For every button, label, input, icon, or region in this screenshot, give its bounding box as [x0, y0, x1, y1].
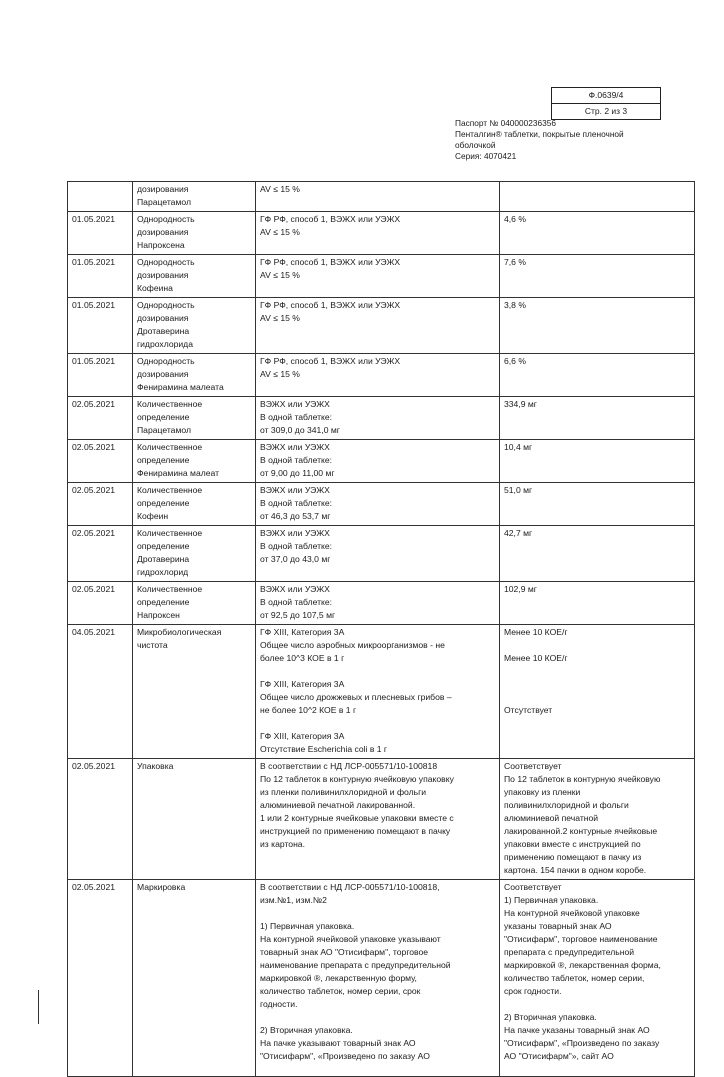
cell-line: от 46,3 до 53,7 мг	[260, 511, 331, 521]
blank-line	[260, 717, 495, 730]
table-row	[68, 397, 695, 440]
cell-line: На контурной ячейковой упаковке	[504, 908, 640, 918]
cell-line: определение	[137, 597, 190, 607]
cell-line: маркировкой ®, лекарственную форму,	[260, 973, 417, 983]
cell-line: Однородность	[137, 300, 195, 310]
table-row	[68, 526, 695, 582]
blank-line	[260, 665, 495, 678]
cell-line: Фенирамина малеат	[137, 468, 220, 478]
table-row	[68, 582, 695, 625]
cell-line: применению помещают в пачку из	[504, 852, 642, 862]
cell-line: В одной таблетке:	[260, 498, 333, 508]
result-cell	[500, 298, 695, 354]
test-name-cell	[133, 483, 256, 526]
cell-line: Менее 10 КОЕ/г	[504, 627, 568, 637]
method-cell	[256, 483, 500, 526]
cell-line: В одной таблетке:	[260, 541, 333, 551]
cell-line: В одной таблетке:	[260, 597, 333, 607]
method-cell	[256, 440, 500, 483]
method-cell	[256, 354, 500, 397]
test-name-cell	[133, 759, 256, 880]
cell-line: 1 или 2 контурные ячейковые упаковки вместе с	[260, 813, 454, 823]
cell-line: гидрохлорида	[137, 339, 193, 349]
cell-line: из пленки поливинилхлоридной и фольги	[260, 787, 427, 797]
blank-line	[260, 907, 495, 920]
table-row	[68, 880, 695, 1077]
result-cell	[500, 212, 695, 255]
cell-line: картона. 154 пачки в одном коробе.	[504, 865, 647, 875]
cell-line: определение	[137, 455, 190, 465]
cell-line: количество таблеток, номер серии,	[504, 973, 645, 983]
result-cell	[500, 255, 695, 298]
method-cell	[256, 759, 500, 880]
result-cell	[500, 880, 695, 1077]
cell-line: упаковку из пленки	[504, 787, 581, 797]
cell-line: 102,9 мг	[504, 584, 537, 594]
cell-line: На пачке указаны товарный знак АО	[504, 1025, 650, 1035]
cell-line: В соответствии с НД ЛСР-005571/10-100818,	[260, 882, 440, 892]
cell-line: 334,9 мг	[504, 399, 537, 409]
cell-line: 02.05.2021	[72, 485, 116, 495]
table-row	[68, 759, 695, 880]
cell-line: количество таблеток, номер серии, срок	[260, 986, 421, 996]
cell-line: ГФ РФ, способ 1, ВЭЖХ или УЭЖХ	[260, 214, 401, 224]
cell-line: AV ≤ 15 %	[260, 270, 300, 280]
cell-line: дозирования	[137, 227, 189, 237]
cell-line: AV ≤ 15 %	[260, 313, 300, 323]
cell-line: ГФ РФ, способ 1, ВЭЖХ или УЭЖХ	[260, 257, 401, 267]
cell-line: Количественное	[137, 442, 203, 452]
cell-line: дозирования	[137, 270, 189, 280]
passport-header	[455, 118, 655, 162]
cell-line: AV ≤ 15 %	[260, 369, 300, 379]
cell-line: указаны товарный знак АО	[504, 921, 612, 931]
cell-line: 1) Первичная упаковка.	[260, 921, 355, 931]
blank-line	[504, 639, 690, 652]
method-cell	[256, 625, 500, 759]
cell-line: ГФ XIII, Категория 3А	[260, 731, 345, 741]
cell-line: дозирования	[137, 369, 189, 379]
cell-line: годности.	[260, 999, 298, 1009]
cell-line: В одной таблетке:	[260, 412, 333, 422]
cell-line: AV ≤ 15 %	[260, 227, 300, 237]
table-row	[68, 182, 695, 212]
cell-line: 42,7 мг	[504, 528, 533, 538]
cell-line: Напроксен	[137, 610, 180, 620]
cell-line: ГФ РФ, способ 1, ВЭЖХ или УЭЖХ	[260, 300, 401, 310]
cell-line: Микробиологическая	[137, 627, 222, 637]
test-name-cell	[133, 880, 256, 1077]
cell-line: препарата с предупредительной	[504, 947, 635, 957]
test-results-table	[67, 181, 695, 1077]
table-row	[68, 354, 695, 397]
method-cell	[256, 182, 500, 212]
cell-line: инструкцией по применению помещают в пачку	[260, 826, 451, 836]
test-name-cell	[133, 354, 256, 397]
cell-line: Общее число дрожжевых и плесневых грибов –	[260, 692, 452, 702]
cell-line: более 10^3 КОЕ в 1 г	[260, 653, 345, 663]
product-name-line1: Пенталгин® таблетки, покрытые пленочной	[455, 129, 624, 139]
cell-line: В одной таблетке:	[260, 455, 333, 465]
cell-line: Общее число аэробных микроорганизмов - не	[260, 640, 445, 650]
blank-line	[504, 678, 690, 691]
cell-line: изм.№1, изм.№2	[260, 895, 327, 905]
cell-line: ВЭЖХ или УЭЖХ	[260, 584, 330, 594]
cell-line: Парацетамол	[137, 197, 191, 207]
date-cell	[68, 880, 133, 1077]
cell-line: Количественное	[137, 528, 203, 538]
cell-line: Менее 10 КОЕ/г	[504, 653, 568, 663]
margin-mark	[38, 990, 39, 1024]
cell-line: 2) Вторичная упаковка.	[504, 1012, 597, 1022]
cell-line: 2) Вторичная упаковка.	[260, 1025, 353, 1035]
cell-line: определение	[137, 541, 190, 551]
cell-line: от 37,0 до 43,0 мг	[260, 554, 331, 564]
cell-line: от 9,00 до 11,00 мг	[260, 468, 335, 478]
cell-line: алюминиевой печатной	[504, 813, 599, 823]
test-name-cell	[133, 182, 256, 212]
result-cell	[500, 397, 695, 440]
cell-line: ВЭЖХ или УЭЖХ	[260, 485, 330, 495]
result-cell	[500, 440, 695, 483]
cell-line: товарный знак АО "Отисифарм", торговое	[260, 947, 429, 957]
cell-line: Количественное	[137, 584, 203, 594]
cell-line: дозирования	[137, 313, 189, 323]
result-cell	[500, 182, 695, 212]
test-name-cell	[133, 582, 256, 625]
cell-line: 04.05.2021	[72, 627, 116, 637]
cell-line: 01.05.2021	[72, 300, 116, 310]
form-code-box	[551, 87, 661, 120]
cell-line: Напроксена	[137, 240, 185, 250]
cell-line: По 12 таблеток в контурную ячейковую упаковку	[260, 774, 454, 784]
method-cell	[256, 298, 500, 354]
date-cell	[68, 582, 133, 625]
cell-line: На пачке указывают товарный знак АО	[260, 1038, 416, 1048]
cell-line: 4,6 %	[504, 214, 526, 224]
method-cell	[256, 397, 500, 440]
cell-line: АО "Отисифарм"», сайт АО	[504, 1051, 614, 1061]
result-cell	[500, 526, 695, 582]
date-cell	[68, 397, 133, 440]
result-cell	[500, 483, 695, 526]
test-name-cell	[133, 212, 256, 255]
date-cell	[68, 212, 133, 255]
cell-line: упаковки вместе с инструкцией по	[504, 839, 641, 849]
result-cell	[500, 759, 695, 880]
test-name-cell	[133, 440, 256, 483]
result-cell	[500, 354, 695, 397]
series-number: Серия: 4070421	[455, 151, 517, 161]
cell-line: 10,4 мг	[504, 442, 533, 452]
method-cell	[256, 880, 500, 1077]
cell-line: 01.05.2021	[72, 356, 116, 366]
cell-line: 01.05.2021	[72, 257, 116, 267]
cell-line: маркировкой ®, лекарственная форма,	[504, 960, 661, 970]
cell-line: ГФ XIII, Категория 3А	[260, 679, 345, 689]
date-cell	[68, 526, 133, 582]
test-name-cell	[133, 625, 256, 759]
date-cell	[68, 255, 133, 298]
date-cell	[68, 182, 133, 212]
cell-line: 02.05.2021	[72, 442, 116, 452]
cell-line: Дротаверина	[137, 326, 190, 336]
cell-line: из картона.	[260, 839, 305, 849]
form-code: Ф.0639/4	[588, 90, 624, 100]
cell-line: дозирования	[137, 184, 189, 194]
cell-line: По 12 таблеток в контурную ячейковую	[504, 774, 661, 784]
cell-line: 01.05.2021	[72, 214, 116, 224]
cell-line: 02.05.2021	[72, 882, 116, 892]
test-name-cell	[133, 298, 256, 354]
date-cell	[68, 298, 133, 354]
cell-line: Кофеин	[137, 511, 169, 521]
cell-line: ВЭЖХ или УЭЖХ	[260, 399, 330, 409]
method-cell	[256, 255, 500, 298]
table-row	[68, 255, 695, 298]
cell-line: "Отисифарм", торговое наименование	[504, 934, 658, 944]
cell-line: Соответствует	[504, 761, 562, 771]
cell-line: ВЭЖХ или УЭЖХ	[260, 528, 330, 538]
page-number: Стр. 2 из 3	[552, 103, 660, 119]
passport-number: Паспорт № 040000236356	[455, 118, 556, 128]
cell-line: алюминиевой печатной лакированной.	[260, 800, 416, 810]
cell-line: "Отисифарм", «Произведено по заказу	[504, 1038, 660, 1048]
test-name-cell	[133, 526, 256, 582]
cell-line: Однородность	[137, 356, 195, 366]
result-cell	[500, 625, 695, 759]
cell-line: Однородность	[137, 257, 195, 267]
table-row	[68, 298, 695, 354]
date-cell	[68, 625, 133, 759]
result-cell	[500, 582, 695, 625]
cell-line: 1) Первичная упаковка.	[504, 895, 599, 905]
blank-line	[504, 665, 690, 678]
cell-line: поливинилхлоридной и фольги	[504, 800, 629, 810]
date-cell	[68, 759, 133, 880]
table-row	[68, 212, 695, 255]
cell-line: 51,0 мг	[504, 485, 533, 495]
cell-line: Соответствует	[504, 882, 562, 892]
blank-line	[504, 998, 690, 1011]
cell-line: ГФ XIII, Категория 3А	[260, 627, 345, 637]
cell-line: от 309,0 до 341,0 мг	[260, 425, 340, 435]
cell-line: Отсутствие Escherichia coli в 1 г	[260, 744, 388, 754]
cell-line: Дротаверина	[137, 554, 190, 564]
cell-line: "Отисифарм", «Произведено по заказу АО	[260, 1051, 430, 1061]
test-name-cell	[133, 397, 256, 440]
blank-line	[260, 1011, 495, 1024]
cell-line: 02.05.2021	[72, 761, 116, 771]
cell-line: лакированной.2 контурные ячейковые	[504, 826, 658, 836]
cell-line: Парацетамол	[137, 425, 191, 435]
cell-line: определение	[137, 412, 190, 422]
date-cell	[68, 440, 133, 483]
cell-line: Упаковка	[137, 761, 174, 771]
cell-line: 02.05.2021	[72, 399, 116, 409]
cell-line: не более 10^2 КОЕ в 1 г	[260, 705, 357, 715]
cell-line: ГФ РФ, способ 1, ВЭЖХ или УЭЖХ	[260, 356, 401, 366]
cell-line: 7,6 %	[504, 257, 526, 267]
table-row	[68, 483, 695, 526]
cell-line: Однородность	[137, 214, 195, 224]
test-name-cell	[133, 255, 256, 298]
date-cell	[68, 483, 133, 526]
cell-line: чистота	[137, 640, 168, 650]
product-name-line2: оболочкой	[455, 140, 496, 150]
cell-line: 02.05.2021	[72, 584, 116, 594]
method-cell	[256, 526, 500, 582]
cell-line: от 92,5 до 107,5 мг	[260, 610, 336, 620]
cell-line: Кофеина	[137, 283, 173, 293]
cell-line: Фенирамина малеата	[137, 382, 224, 392]
cell-line: Маркировка	[137, 882, 186, 892]
method-cell	[256, 212, 500, 255]
cell-line: 3,8 %	[504, 300, 526, 310]
cell-line: определение	[137, 498, 190, 508]
date-cell	[68, 354, 133, 397]
cell-line: Количественное	[137, 485, 203, 495]
table-row	[68, 625, 695, 759]
cell-line: 6,6 %	[504, 356, 526, 366]
table-row	[68, 440, 695, 483]
cell-line: Отсутствует	[504, 705, 553, 715]
method-cell	[256, 582, 500, 625]
cell-line: наименование препарата с предупредительной	[260, 960, 451, 970]
cell-line: AV ≤ 15 %	[260, 184, 300, 194]
cell-line: ВЭЖХ или УЭЖХ	[260, 442, 330, 452]
cell-line: гидрохлорид	[137, 567, 189, 577]
cell-line: На контурной ячейковой упаковке указывают	[260, 934, 441, 944]
cell-line: 02.05.2021	[72, 528, 116, 538]
cell-line: Количественное	[137, 399, 203, 409]
cell-line: срок годности.	[504, 986, 562, 996]
cell-line: В соответствии с НД ЛСР-005571/10-100818	[260, 761, 438, 771]
blank-line	[504, 691, 690, 704]
